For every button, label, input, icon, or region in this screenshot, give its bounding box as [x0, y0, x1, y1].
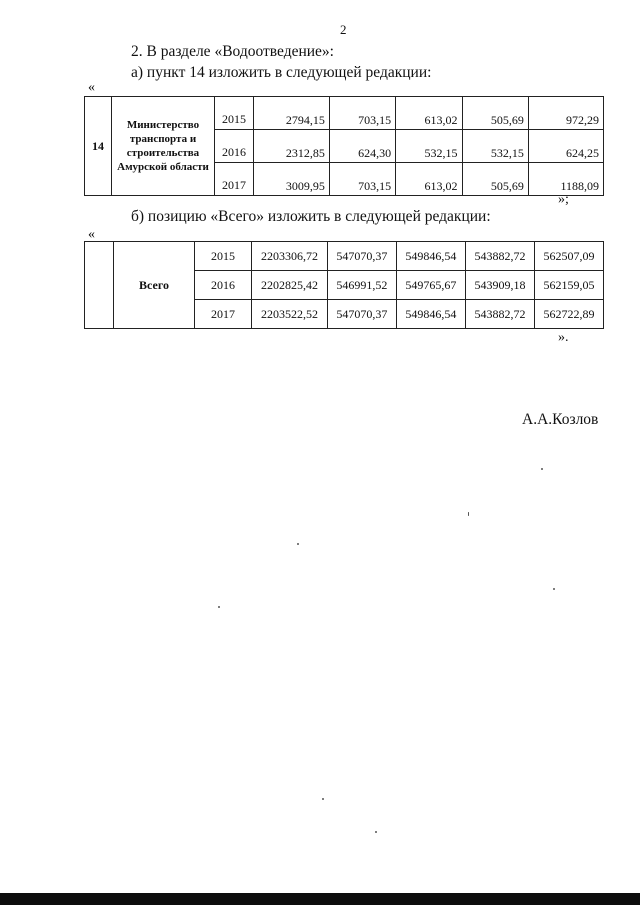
item14-table: [84, 96, 604, 196]
value-cell: 546991,52: [327, 271, 396, 300]
value-cell: 2203306,72: [252, 242, 328, 271]
signature-name: А.А.Козлов: [522, 411, 599, 428]
scan-speck: [297, 543, 299, 545]
value-cell: 505,69: [462, 163, 528, 196]
scan-speck: [218, 606, 220, 608]
value-cell: 532,15: [462, 130, 528, 163]
value-cell: 2312,85: [254, 130, 330, 163]
total-table: [84, 241, 604, 329]
value-cell: 703,15: [329, 97, 395, 130]
value-cell: 2203522,52: [252, 300, 328, 329]
table-row: [85, 242, 604, 271]
value-cell: 543882,72: [465, 300, 534, 329]
value-cell: 505,69: [462, 97, 528, 130]
value-cell: 613,02: [396, 163, 462, 196]
value-cell: 703,15: [329, 163, 395, 196]
scan-speck: [553, 588, 555, 590]
value-cell: 3009,95: [254, 163, 330, 196]
open-quote: «: [88, 80, 95, 95]
value-cell: 613,02: [396, 97, 462, 130]
value-cell: 547070,37: [327, 300, 396, 329]
value-cell: 549846,54: [396, 242, 465, 271]
scan-speck: [468, 512, 469, 516]
value-cell: 562722,89: [534, 300, 603, 329]
value-cell: 549846,54: [396, 300, 465, 329]
open-quote: «: [88, 227, 95, 242]
year-cell: 2017: [195, 300, 252, 329]
value-cell: 562507,09: [534, 242, 603, 271]
close-quote: »;: [558, 192, 569, 207]
value-cell: 1188,09: [528, 163, 603, 196]
value-cell: 543909,18: [465, 271, 534, 300]
value-cell: 2202825,42: [252, 271, 328, 300]
value-cell: 547070,37: [327, 242, 396, 271]
scan-speck: [541, 468, 543, 470]
empty-cell: [85, 242, 114, 329]
section-heading: 2. В разделе «Водоотведение»:: [131, 43, 334, 60]
item-a-heading: а) пункт 14 изложить в следующей редакции:: [131, 64, 432, 81]
scan-edge-bar: [0, 893, 640, 905]
year-cell: 2015: [195, 242, 252, 271]
page-number: 2: [340, 22, 347, 37]
item-b-heading: б) позицию «Всего» изложить в следующей редакции:: [131, 208, 491, 225]
value-cell: 549765,67: [396, 271, 465, 300]
organization-name: Министерство транспорта и строительства Амурской области: [112, 97, 215, 196]
year-cell: 2016: [215, 130, 254, 163]
value-cell: 532,15: [396, 130, 462, 163]
table-row: [85, 97, 604, 130]
value-cell: 972,29: [528, 97, 603, 130]
year-cell: 2015: [215, 97, 254, 130]
total-label: Всего: [114, 242, 195, 329]
year-cell: 2016: [195, 271, 252, 300]
year-cell: 2017: [215, 163, 254, 196]
value-cell: 624,30: [329, 130, 395, 163]
value-cell: 2794,15: [254, 97, 330, 130]
scan-speck: [375, 831, 377, 833]
close-quote: ».: [558, 330, 569, 345]
value-cell: 543882,72: [465, 242, 534, 271]
row-index: 14: [85, 97, 112, 196]
value-cell: 562159,05: [534, 271, 603, 300]
scan-speck: [322, 798, 324, 800]
value-cell: 624,25: [528, 130, 603, 163]
